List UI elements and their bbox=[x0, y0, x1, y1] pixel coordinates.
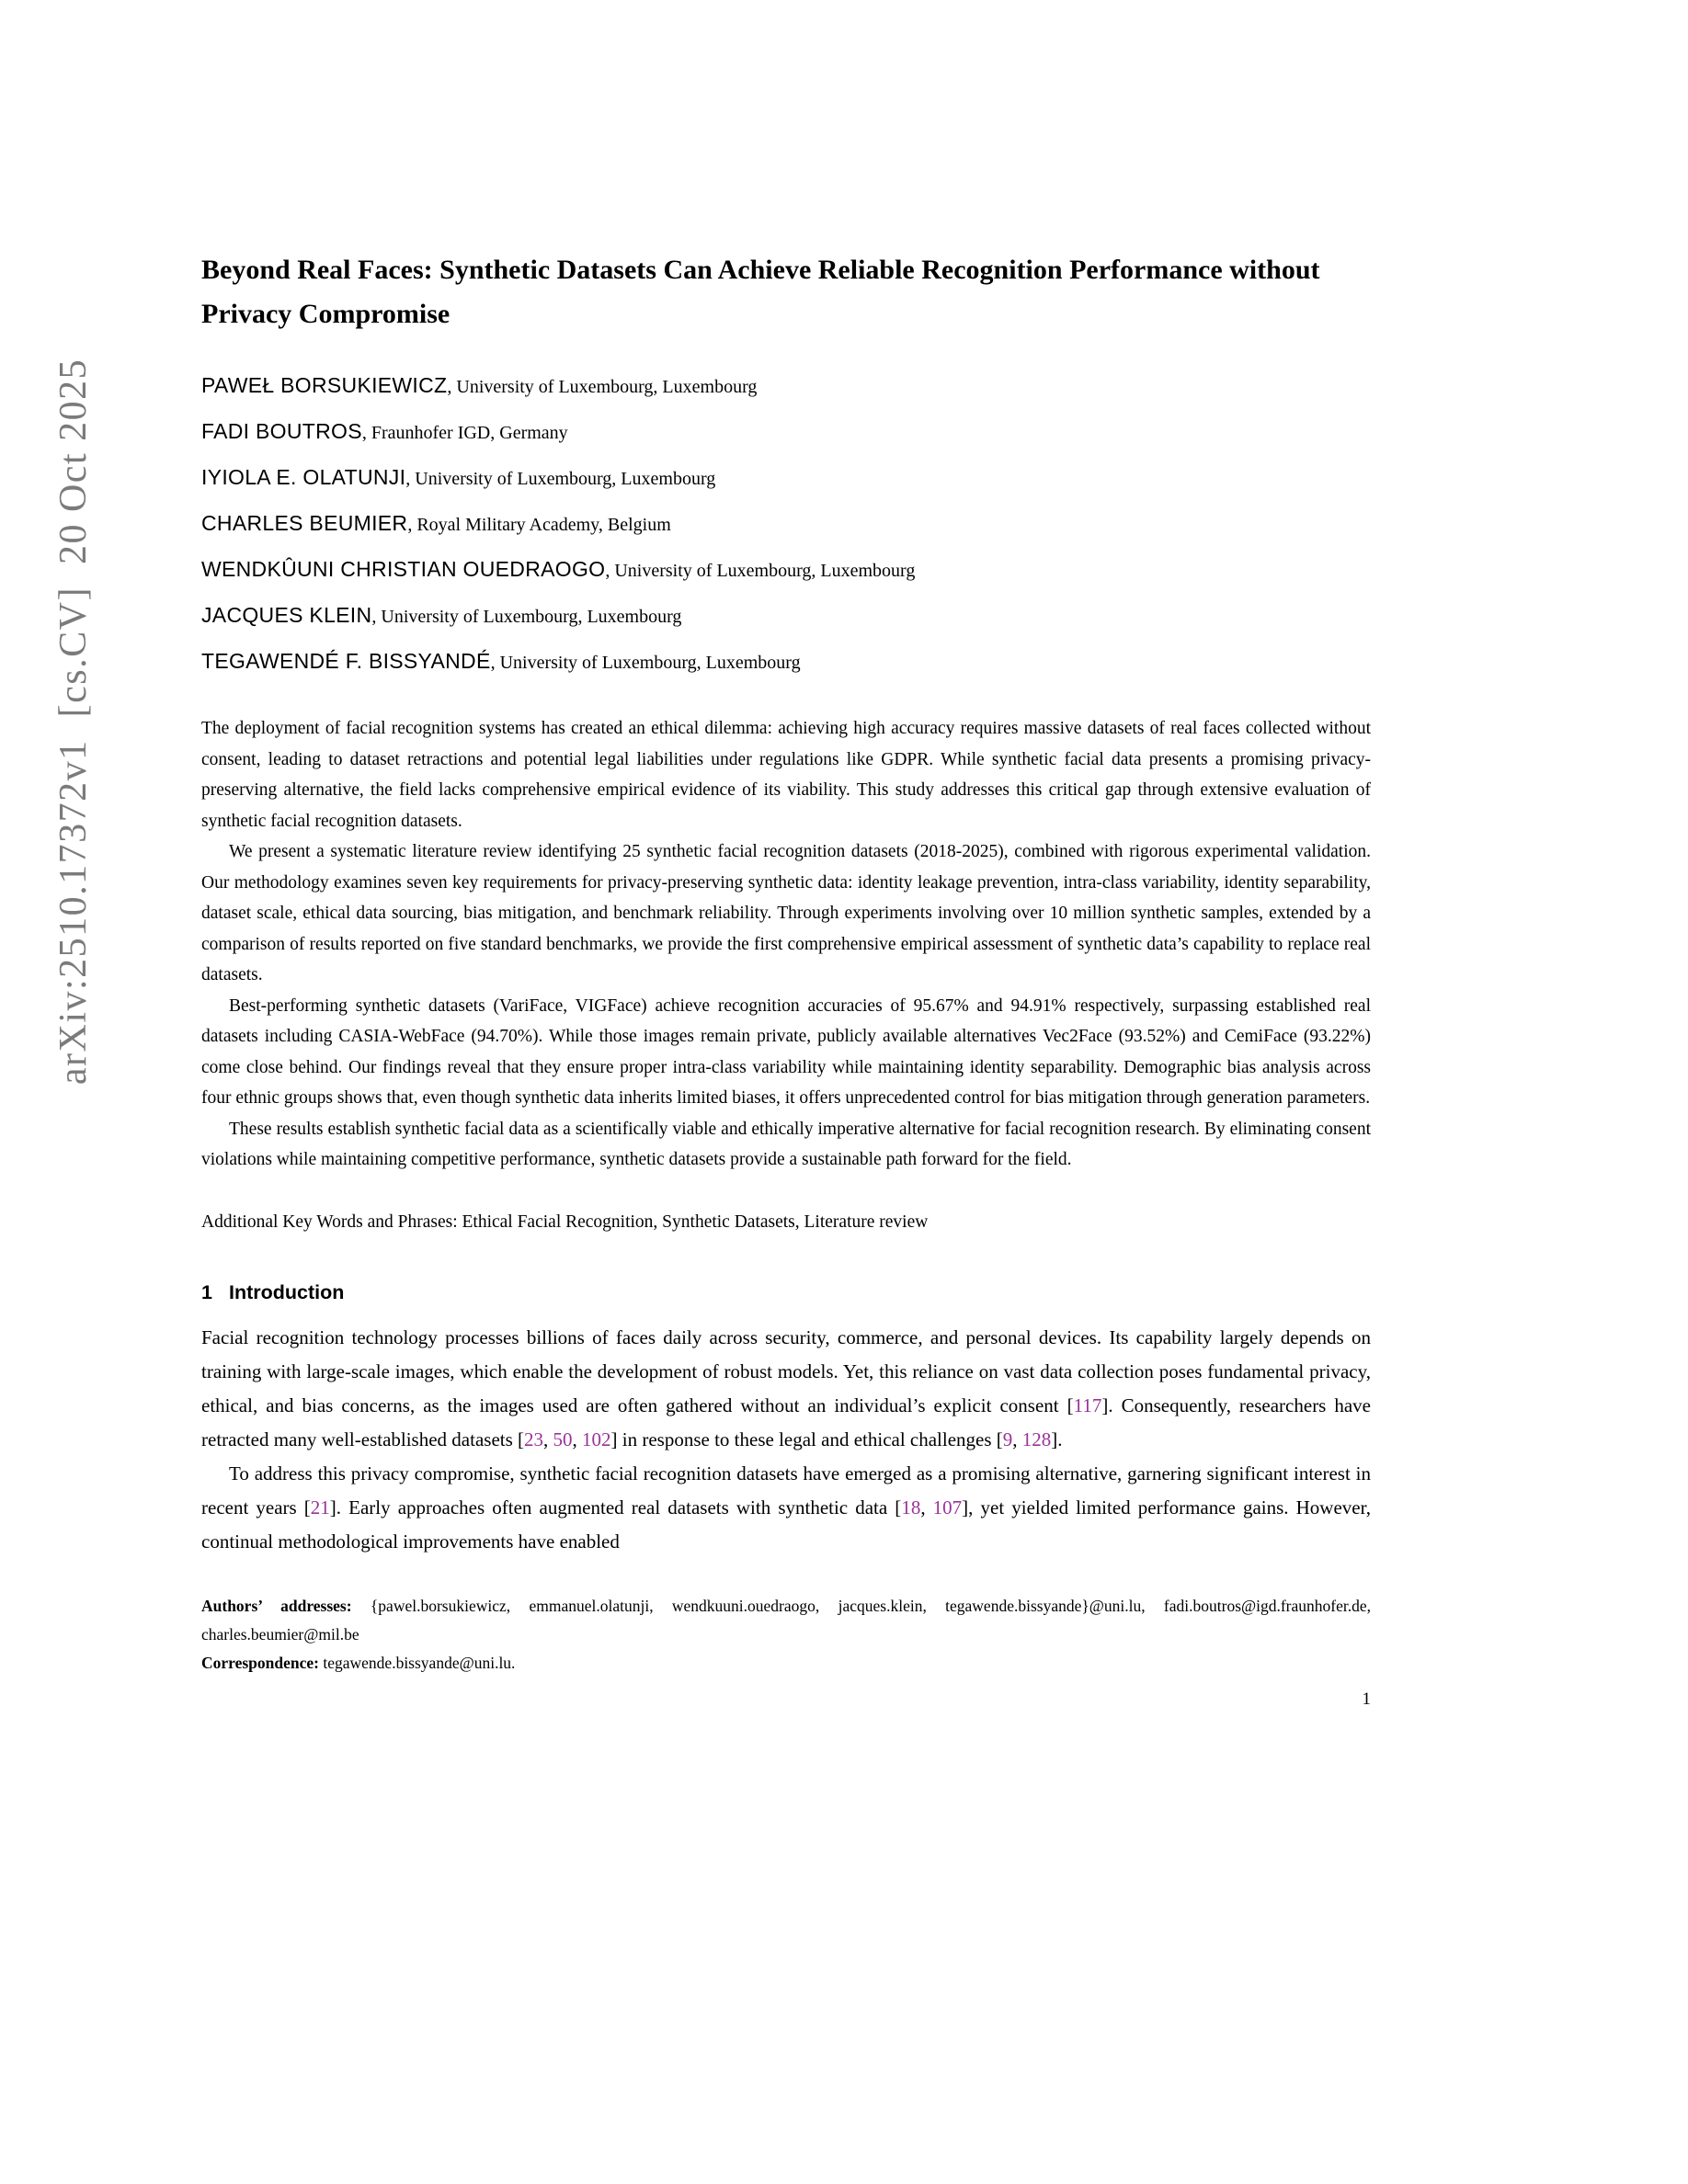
citation-link[interactable]: 50 bbox=[553, 1428, 573, 1450]
abstract-paragraph: These results establish synthetic facial data as a scientifically viable and ethically imperative alternative for facial recognition research. By eliminating consent violations while maintaining competitive performance, synthetic datasets provide a sustainable path forward for the field. bbox=[201, 1119, 1371, 1169]
page-number: 1 bbox=[1362, 1689, 1371, 1709]
abstract-paragraph: The deployment of facial recognition systems has created an ethical dilemma: achieving high accuracy requires massive datasets of real faces collected without consent, leading to dataset retractions and potential legal liabilities under regulations like GDPR. While synthetic facial data presents a promising privacy-preserving alternative, the field lacks comprehensive empirical evidence of its viability. This study addresses this critical gap through extensive evaluation of synthetic facial recognition datasets. bbox=[201, 719, 1371, 831]
abstract-paragraph: We present a systematic literature review identifying 25 synthetic facial recognition datasets (2018-2025), combined with rigorous experimental validation. Our methodology examines seven key requirements for privacy-preserving synthetic data: identity leakage prevention, intra-class variability, identity separability, dataset scale, ethical data sourcing, bias mitigation, and benchmark reliability. Through experiments involving over 10 million synthetic samples, extended by a comparison of results reported on five standard benchmarks, we provide the first comprehensive empirical assessment of synthetic data’s capability to replace real datasets. bbox=[201, 842, 1371, 984]
arxiv-watermark: arXiv:2510.17372v1 [cs.CV] 20 Oct 2025 bbox=[52, 358, 95, 1086]
correspondence-text: tegawende.bissyande@uni.lu. bbox=[323, 1653, 516, 1672]
author-list bbox=[201, 364, 1371, 686]
author-affiliation: , University of Luxembourg, Luxembourg bbox=[405, 469, 716, 489]
footnote-area bbox=[201, 1592, 1371, 1678]
correspondence-line bbox=[201, 1649, 1371, 1678]
author-line bbox=[201, 548, 1371, 594]
citation-link[interactable]: 117 bbox=[1073, 1393, 1102, 1416]
citation-link[interactable]: 107 bbox=[932, 1496, 963, 1519]
author-name: FADI BOUTROS bbox=[201, 419, 362, 443]
authors-addresses bbox=[201, 1592, 1371, 1649]
paper-content bbox=[201, 248, 1371, 1711]
citation-link[interactable]: 102 bbox=[582, 1428, 611, 1450]
author-affiliation: , University of Luxembourg, Luxembourg bbox=[490, 653, 801, 673]
correspondence-label: Correspondence: bbox=[201, 1653, 319, 1672]
author-affiliation: , Royal Military Academy, Belgium bbox=[407, 515, 671, 535]
author-name: JACQUES KLEIN bbox=[201, 603, 372, 627]
author-affiliation: , University of Luxembourg, Luxembourg bbox=[605, 561, 916, 581]
author-affiliation: , Fraunhofer IGD, Germany bbox=[361, 423, 568, 443]
citation-link[interactable]: 9 bbox=[1002, 1428, 1013, 1450]
section-body bbox=[201, 1321, 1371, 1559]
body-paragraph: Facial recognition technology processes billions of faces daily across security, commerce, and personal devices. Its capability largely depends on training with large-scale images, which enable the development of robust models. Yet, this reliance on vast data collection poses fundamental privacy, ethical, and bias concerns, as the images used are often gathered without an individual’s explicit consent [117]. Consequently, researchers have retracted many well-established datasets [23, 50, 102] in response to these legal and ethical challenges [9, 128]. bbox=[201, 1325, 1371, 1450]
abstract-paragraph: Best-performing synthetic datasets (VariFace, VIGFace) achieve recognition accuracies of 95.67% and 94.91% respectively, surpassing established real datasets including CASIA-WebFace (94.70%). While those images remain private, publicly available alternatives Vec2Face (93.52%) and CemiFace (93.22%) come close behind. Our findings reveal that they ensure proper intra-class variability while maintaining identity separability. Demographic bias analysis across four ethnic groups shows that, even though synthetic data inherits limited biases, it offers unprecedented control for bias mitigation through generation parameters. bbox=[201, 995, 1371, 1108]
author-line bbox=[201, 364, 1371, 410]
author-line bbox=[201, 410, 1371, 456]
citation-link[interactable]: 21 bbox=[310, 1496, 330, 1519]
author-name: CHARLES BEUMIER bbox=[201, 511, 408, 535]
citation-link[interactable]: 128 bbox=[1021, 1428, 1052, 1450]
addresses-text: {pawel.borsukiewicz, emmanuel.olatunji, wendkuuni.ouedraogo, jacques.klein, tegawende.bissyande}@uni.lu, fadi.boutros@igd.fraunhofer.de, charles.beumier@mil.be bbox=[201, 1596, 1372, 1644]
author-name: PAWEŁ BORSUKIEWICZ bbox=[201, 373, 448, 397]
abstract bbox=[201, 713, 1371, 1176]
citation-link[interactable]: 18 bbox=[901, 1496, 921, 1519]
paper-title: Beyond Real Faces: Synthetic Datasets Can Achieve Reliable Recognition Performance without Privacy Compromise bbox=[201, 255, 1320, 329]
author-affiliation: , University of Luxembourg, Luxembourg bbox=[371, 607, 682, 627]
citation-link[interactable]: 23 bbox=[524, 1428, 544, 1450]
author-line bbox=[201, 456, 1371, 502]
author-name: IYIOLA E. OLATUNJI bbox=[201, 465, 406, 489]
section-number: 1 bbox=[201, 1280, 212, 1303]
author-line bbox=[201, 594, 1371, 640]
author-affiliation: , University of Luxembourg, Luxembourg bbox=[447, 377, 758, 397]
keywords-line: Additional Key Words and Phrases: Ethical Facial Recognition, Synthetic Datasets, Literature review bbox=[201, 1211, 929, 1232]
addresses-label: Authors’ addresses: bbox=[201, 1596, 352, 1615]
section-heading bbox=[201, 1279, 1371, 1306]
author-line bbox=[201, 502, 1371, 548]
section-title: Introduction bbox=[228, 1280, 345, 1303]
author-name: TEGAWENDÉ F. BISSYANDÉ bbox=[201, 649, 491, 673]
body-paragraph: To address this privacy compromise, synthetic facial recognition datasets have emerged as a promising alternative, garnering significant interest in recent years [21]. Early approaches often augmented real datasets with synthetic data [18, 107], yet yielded limited performance gains. However, continual methodological improvements have enabled bbox=[201, 1462, 1372, 1553]
author-name: WENDKÛUNI CHRISTIAN OUEDRAOGO bbox=[201, 557, 606, 581]
author-line bbox=[201, 640, 1371, 686]
